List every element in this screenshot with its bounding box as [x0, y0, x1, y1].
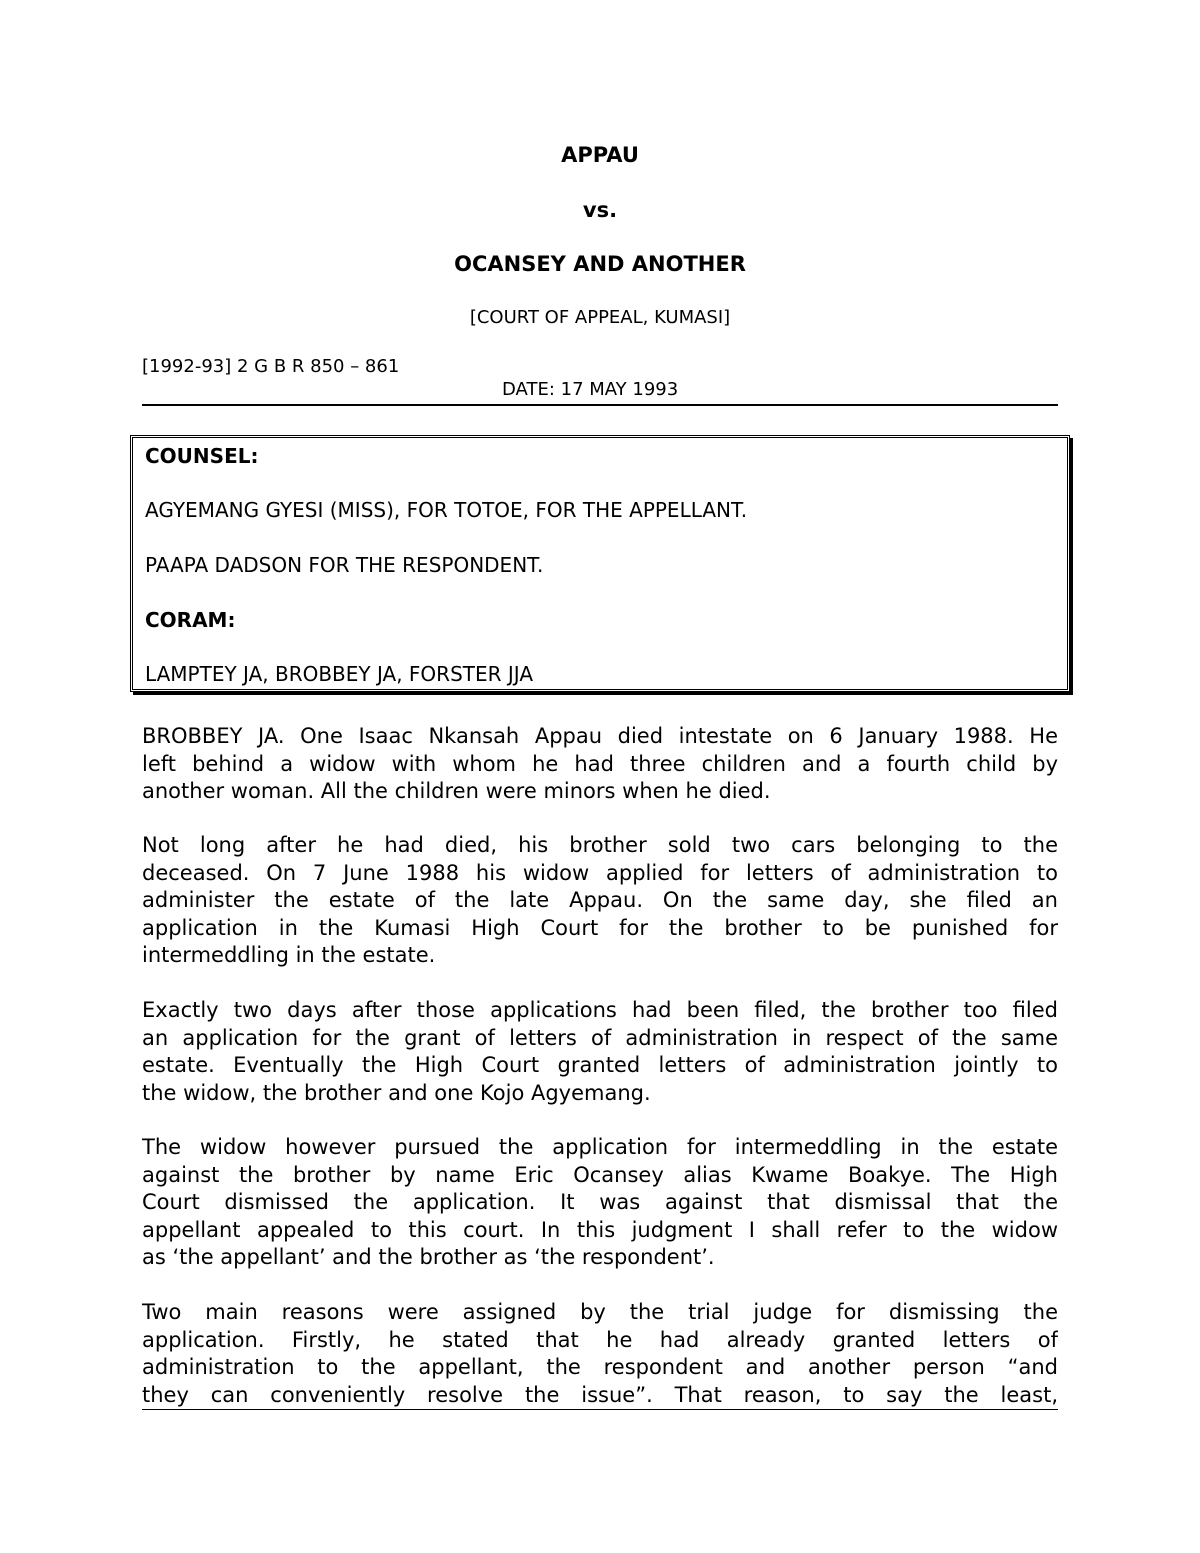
- header-divider: [142, 404, 1058, 406]
- paragraph-line: Court dismissed the application. It was against that dismissal that the: [142, 1190, 1058, 1214]
- versus-label: vs.: [582, 198, 618, 222]
- paragraph-line: Two main reasons were assigned by the trial judge for dismissing the: [142, 1300, 1058, 1324]
- party-two-title: OCANSEY AND ANOTHER: [454, 252, 746, 276]
- paragraph-4: [142, 1134, 1058, 1272]
- paragraph-line: administer the estate of the late Appau. On the same day, she filed an: [142, 888, 1058, 912]
- paragraph-1: [142, 723, 1058, 806]
- paragraph-line: another woman. All the children were minors when he died.: [142, 779, 771, 803]
- paragraph-line: estate. Eventually the High Court granted letters of administration jointly to: [142, 1053, 1058, 1077]
- paragraph-2: [142, 832, 1058, 970]
- paragraph-line: application in the Kumasi High Court for the brother to be punished for: [142, 915, 1058, 940]
- paragraph-3: [142, 997, 1058, 1107]
- paragraph-line: application. Firstly, he stated that he had already granted letters of: [142, 1327, 1058, 1352]
- footer-divider: [142, 1409, 1058, 1410]
- court-name: [COURT OF APPEAL, KUMASI]: [469, 307, 731, 328]
- case-citation: [1992-93] 2 G B R 850 – 861: [142, 356, 400, 377]
- paragraph-line: The widow however pursued the application for intermeddling in the estate: [142, 1135, 1058, 1159]
- paragraph-line: administration to the appellant, the respondent and another person “and: [142, 1355, 1058, 1379]
- paragraph-line: deceased. On 7 June 1988 his widow applied for letters of administration to: [142, 860, 1058, 885]
- counsel-heading: COUNSEL:: [145, 444, 259, 468]
- coram-heading: CORAM:: [145, 608, 236, 632]
- paragraph-line: appellant appealed to this court. In this judgment I shall refer to the widow: [142, 1217, 1058, 1242]
- paragraph-line: they can conveniently resolve the issue”. That reason, to say the least,: [142, 1382, 1058, 1407]
- paragraph-line: Not long after he had died, his brother sold two cars belonging to the: [142, 833, 1058, 857]
- paragraph-line: against the brother by name Eric Ocansey alias Kwame Boakye. The High: [142, 1162, 1058, 1187]
- paragraph-line: left behind a widow with whom he had three children and a fourth child by: [142, 751, 1058, 776]
- paragraph-line: an application for the grant of letters of administration in respect of the same: [142, 1025, 1058, 1050]
- coram-judges: LAMPTEY JA, BROBBEY JA, FORSTER JJA: [145, 662, 533, 686]
- paragraph-line: intermeddling in the estate.: [142, 943, 436, 967]
- counsel-coram-box: [130, 435, 1070, 692]
- paragraph-line: as ‘the appellant’ and the brother as ‘the respondent’.: [142, 1245, 715, 1269]
- counsel-respondent: PAAPA DADSON FOR THE RESPONDENT.: [145, 553, 544, 577]
- paragraph-line: Exactly two days after those applications had been filed, the brother too filed: [142, 998, 1058, 1022]
- judgment-date: DATE: 17 MAY 1993: [502, 379, 679, 400]
- paragraph-line: BROBBEY JA. One Isaac Nkansah Appau died intestate on 6 January 1988. He: [142, 724, 1058, 748]
- counsel-appellant: AGYEMANG GYESI (MISS), FOR TOTOE, FOR THE APPELLANT.: [145, 498, 748, 522]
- paragraph-line: the widow, the brother and one Kojo Agyemang.: [142, 1080, 651, 1105]
- paragraph-5: [142, 1299, 1058, 1409]
- party-one-title: APPAU: [561, 143, 639, 167]
